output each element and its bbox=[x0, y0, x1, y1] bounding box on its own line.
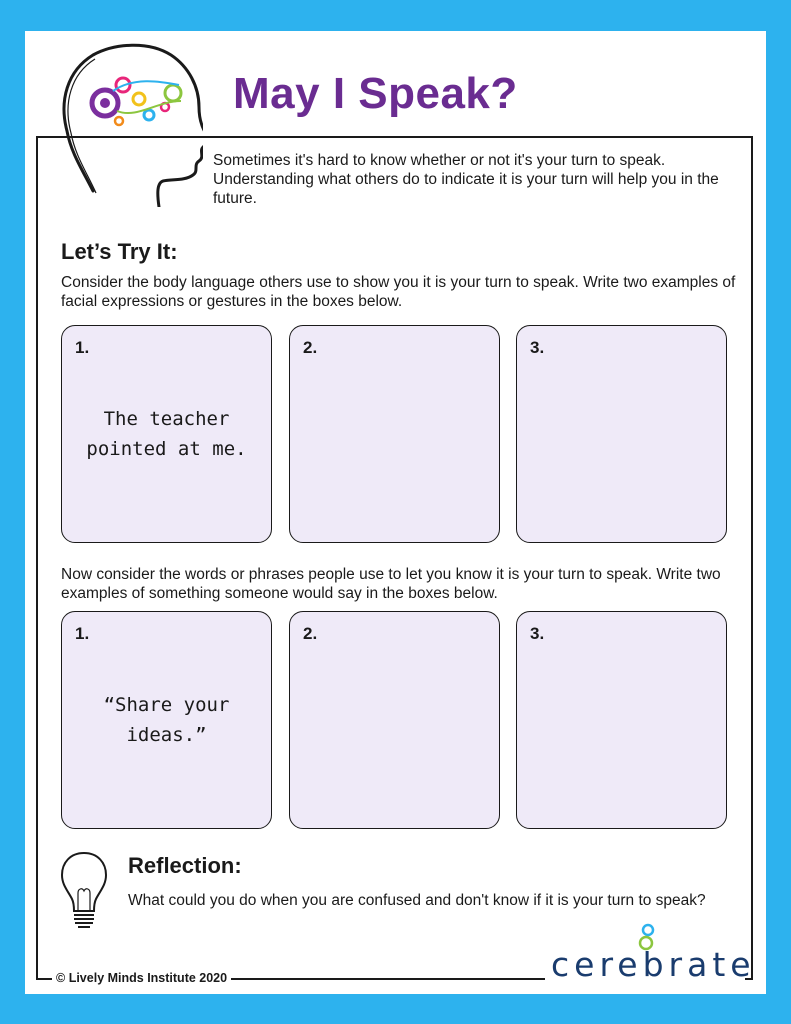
box-answer: The teacher pointed at me. bbox=[86, 408, 247, 460]
section-heading-lets-try: Let’s Try It: bbox=[61, 239, 178, 264]
answer-box[interactable] bbox=[516, 611, 727, 829]
box-number: 1. bbox=[75, 624, 90, 643]
box-number: 2. bbox=[303, 338, 318, 357]
brand-wordmark: cerebrate bbox=[551, 945, 756, 984]
copyright-text: Lively Minds Institute 2020 bbox=[68, 971, 228, 985]
page-title: May I Speak? bbox=[233, 69, 518, 118]
section1-instructions: Consider the body language others use to show you it is your turn to speak. Write two examples of facial expressions or gestures in the boxes below. bbox=[61, 274, 736, 310]
answer-box[interactable] bbox=[289, 325, 500, 543]
box-number: 3. bbox=[530, 338, 545, 357]
answer-box[interactable] bbox=[61, 325, 272, 543]
box-number: 1. bbox=[75, 338, 90, 357]
answer-box[interactable] bbox=[516, 325, 727, 543]
reflection-question: What could you do when you are confused and don't know if it is your turn to speak? bbox=[128, 892, 706, 909]
box-number: 3. bbox=[530, 624, 545, 643]
box-answer: “Share your ideas.” bbox=[103, 694, 230, 746]
worksheet-page bbox=[25, 31, 766, 994]
answer-box[interactable] bbox=[289, 611, 500, 829]
copyright-symbol: © bbox=[56, 971, 66, 985]
box-number: 2. bbox=[303, 624, 318, 643]
intro-text: Sometimes it's hard to know whether or not it's your turn to speak. Understanding what others do to indicate it is your turn will help you in the future. bbox=[213, 152, 719, 207]
lightbulb-icon bbox=[58, 849, 110, 931]
copyright-notice bbox=[52, 971, 231, 985]
reflection-heading: Reflection: bbox=[128, 853, 242, 878]
cerebrate-logo bbox=[545, 919, 756, 991]
answer-box[interactable] bbox=[61, 611, 272, 829]
section2-instructions: Now consider the words or phrases people use to let you know it is your turn to speak. Write two examples of something someone would say in the boxes below. bbox=[61, 566, 721, 602]
